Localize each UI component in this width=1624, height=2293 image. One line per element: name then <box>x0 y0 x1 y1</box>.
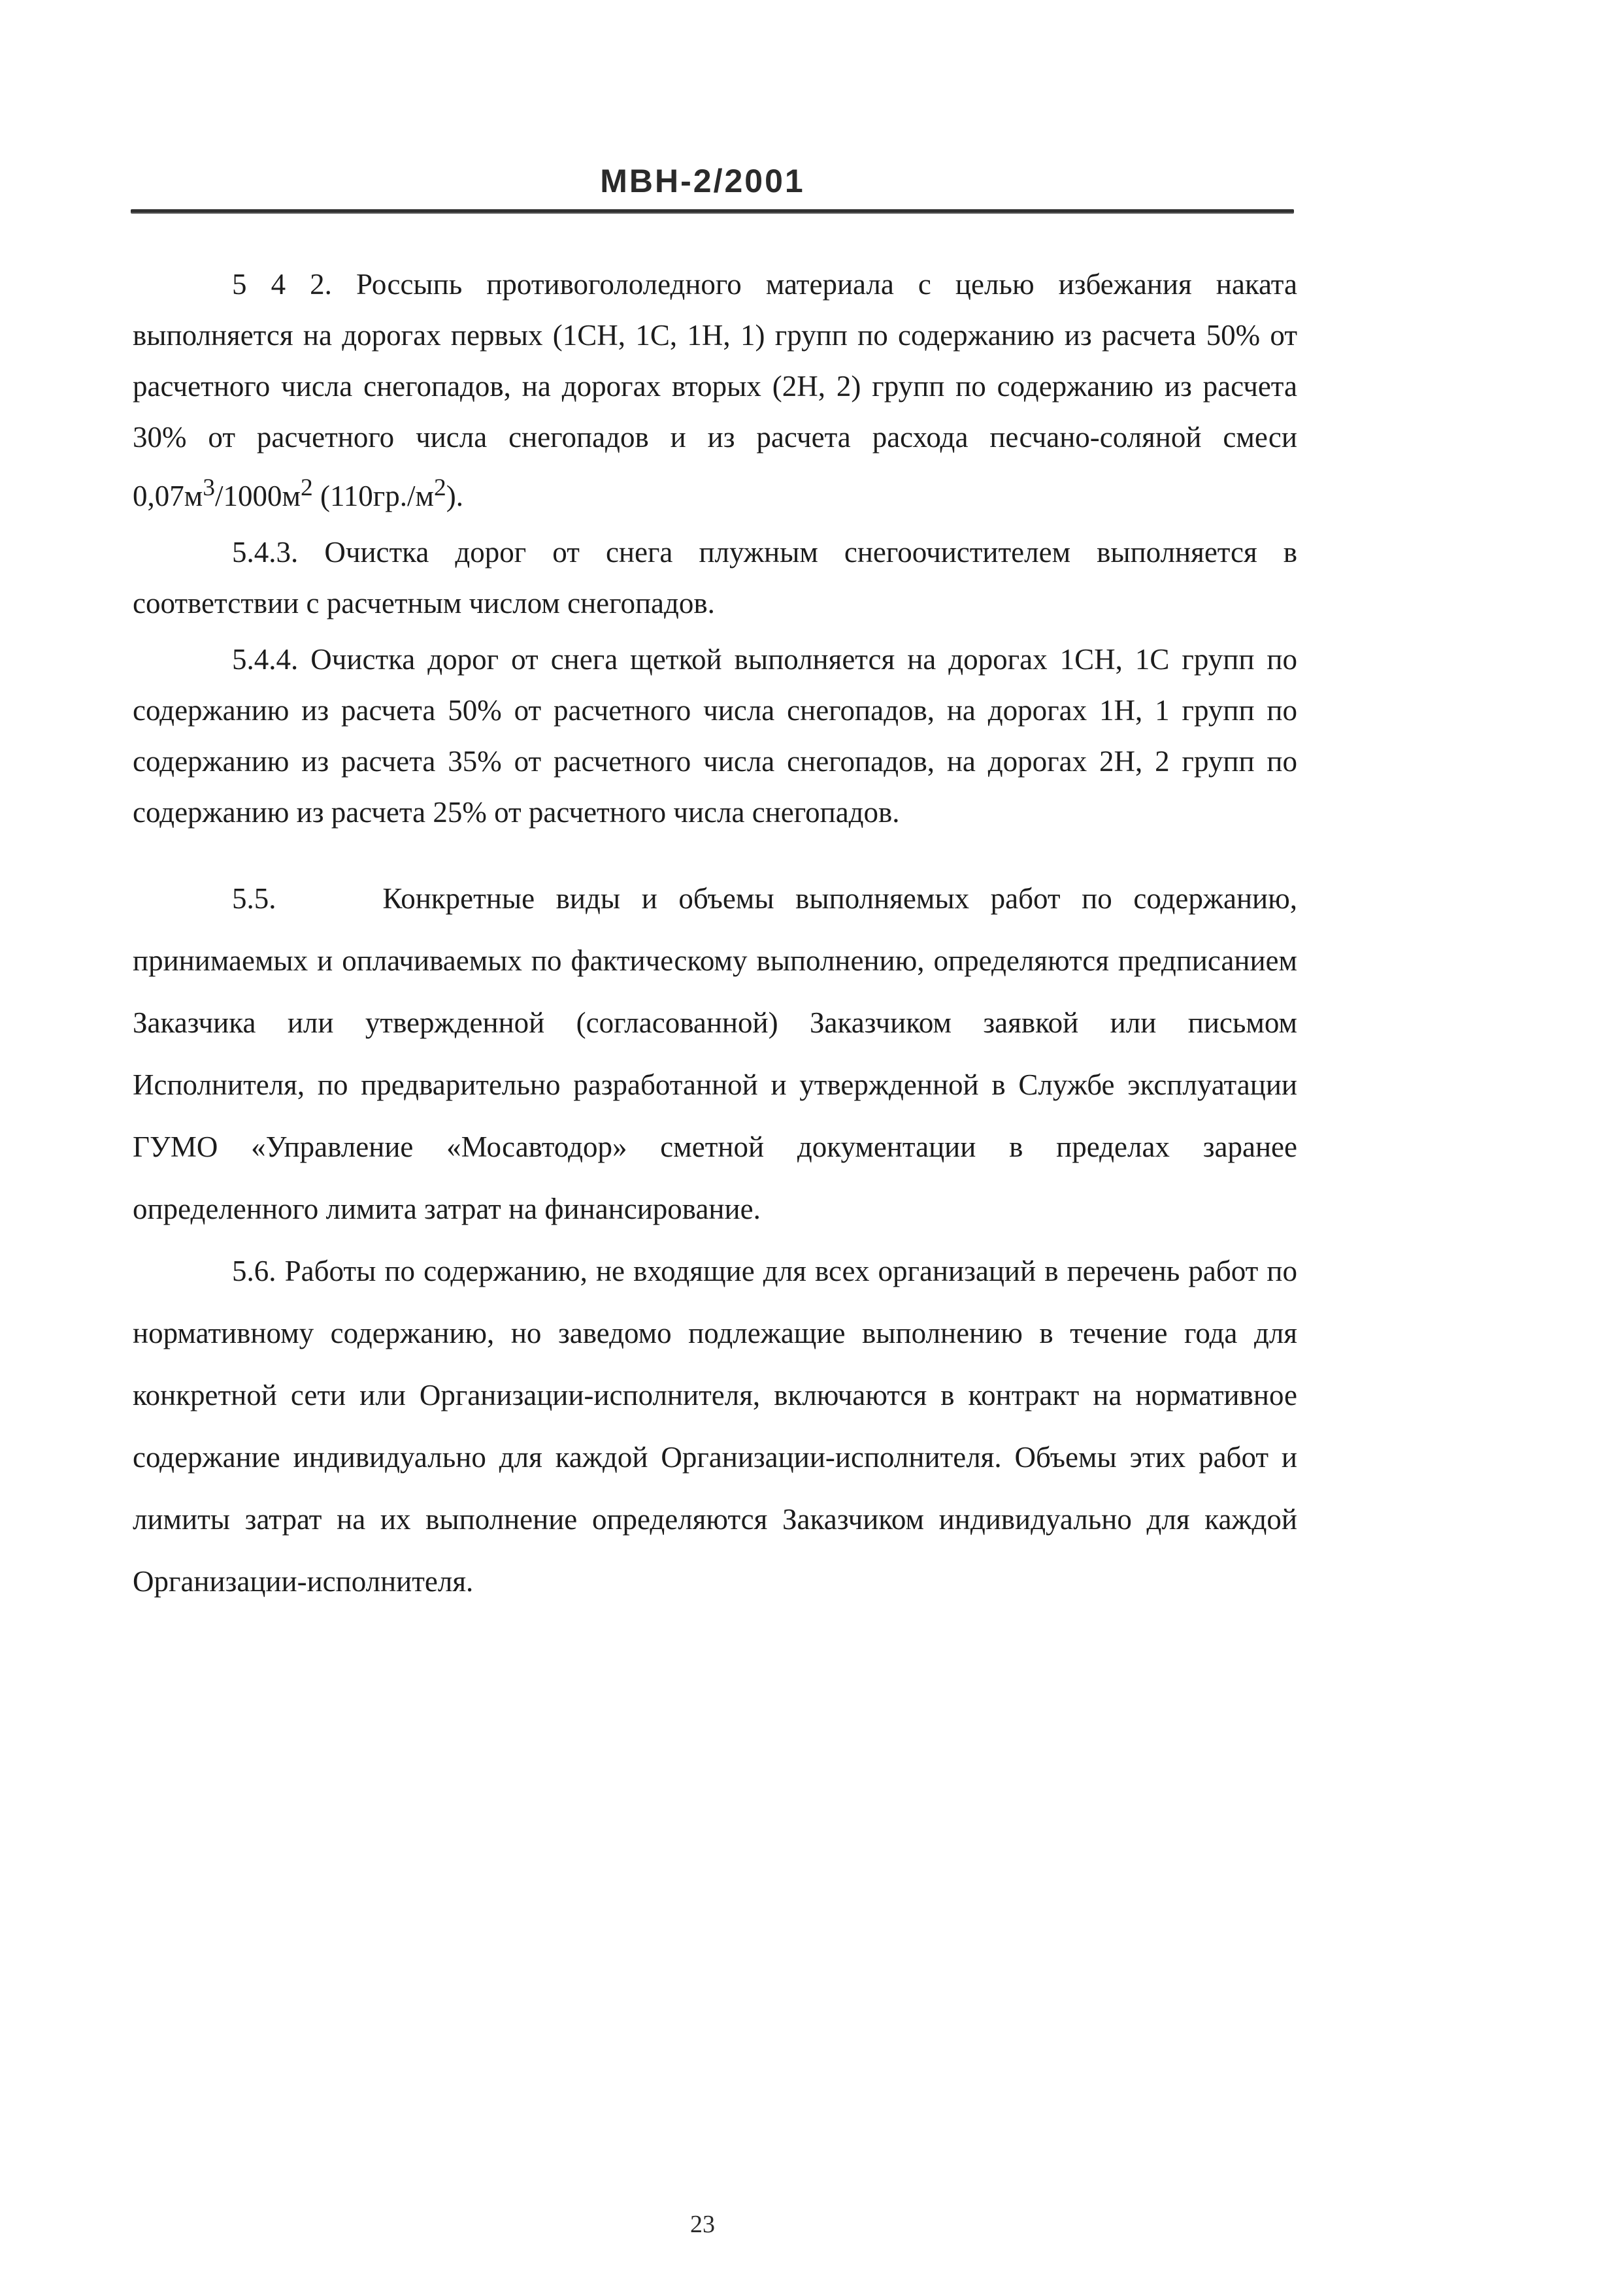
paragraph-text-continued: (110гр./м <box>312 480 434 512</box>
paragraph-5-4-2 <box>133 259 1297 521</box>
paragraph-5-6 <box>133 1240 1297 1613</box>
superscript-square: 2 <box>433 474 446 501</box>
paragraph-text: Очистка дорог от снега щеткой выполняется на дорогах 1СН, 1С групп по содержанию из расчета 50% от расчетного числа снегопадов, на дорогах 1Н, 1 групп по содержанию из расчета 35% от расчетного числа снегопадов, на дорогах 2Н, 2 групп по содержанию из расчета 25% от расчетного числа снегопадов. <box>133 643 1297 829</box>
paragraph-5-4-3 <box>133 527 1297 629</box>
page-number: 23 <box>690 2211 715 2238</box>
document-header-title: МВН-2/2001 <box>600 163 805 199</box>
paragraph-text: Конкретные виды и объемы выполняемых работ по содержанию, принимаемых и оплачиваемых по фактическому выполнению, определяются предписанием Заказчика или утвержденной (согласованной) Заказчиком заявкой или письмом Исполнителя, по предварительно разработанной и утвержденной в Службе эксплуатации ГУМО «Управление «Мосавтодор» сметной документации в пределах заранее определенного лимита затрат на финансирование. <box>133 882 1305 1225</box>
paragraph-text: Очистка дорог от снега плужным снегоочистителем выполняется в соответствии с расчетным числом снегопадов. <box>133 536 1297 619</box>
superscript-cubic: 3 <box>203 474 215 501</box>
paragraph-text-continued: /1000м <box>214 480 301 512</box>
paragraph-number: 5.4.3. <box>232 536 299 569</box>
paragraph-5-4-4 <box>133 634 1297 838</box>
document-body <box>133 259 1305 1613</box>
paragraph-number: 5 4 2. <box>232 268 332 301</box>
paragraph-text: Работы по содержанию, не входящие для всех организаций в перечень работ по нормативному содержанию, но заведомо подлежащие выполнению в течение года для конкретной сети или Организации-исполнителя, включаются в контракт на нормативное содержание индивидуально для каждой Организации-исполнителя. Объемы этих работ и лимиты затрат на их выполнение определяются Заказчиком индивидуально для каждой Организации-исполнителя. <box>133 1255 1297 1598</box>
paragraph-text-end: ). <box>446 480 463 512</box>
header-divider-line <box>131 209 1294 214</box>
superscript-square: 2 <box>300 474 313 501</box>
paragraph-text: Россыпь противогололедного материала с целью избежания наката выполняется на дорогах первых (1СН, 1С, 1Н, 1) групп по содержанию из расчета 50% от расчетного числа снегопадов, на дорогах вторых (2Н, 2) групп по содержанию из расчета 30% от расчетного числа снегопадов и из расчета расхода песчано-соляной смеси 0,07м <box>133 268 1297 512</box>
paragraph-number: 5.4.4. <box>232 643 299 676</box>
paragraph-number: 5.5. <box>232 882 276 915</box>
paragraph-5-5 <box>133 868 1305 1240</box>
paragraph-number: 5.6. <box>232 1255 276 1287</box>
